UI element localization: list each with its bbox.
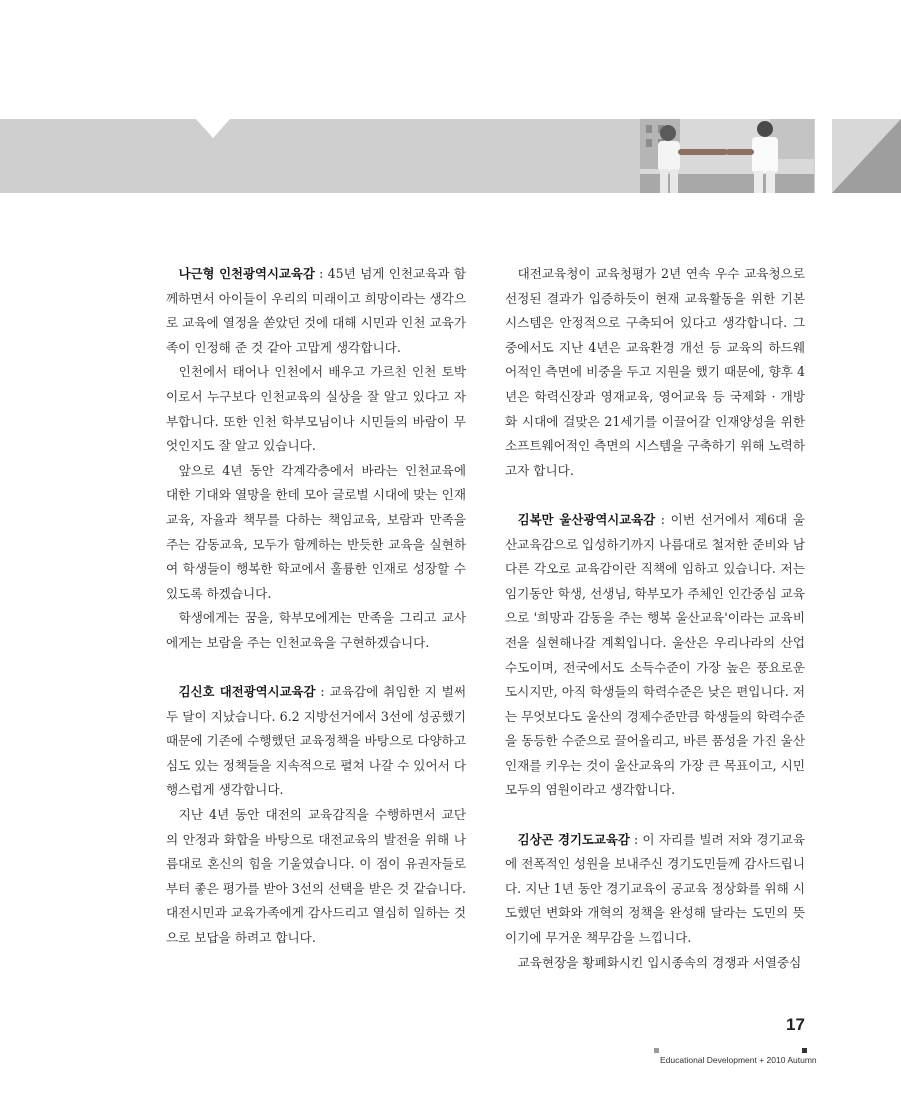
paragraph-text: 지난 4년 동안 대전의 교육감직을 수행하면서 교단의 안정과 화합을 바탕으로 대전교육의 발전을 위해 나름대로 혼신의 힘을 기울였습니다. 이 점이 유권자들로부터 좋은 평가를 받아 3선의 선택을 받은 것 같습니다. 대전시민과 교육가족에게 감사드리고 열심히 일하는 것으로 보답을 하려고 합니다. xyxy=(166,807,466,946)
speaker-name: 김신호 대전광역시교육감 xyxy=(178,684,316,700)
paragraph-text: 인천에서 태어나 인천에서 배우고 가르친 인천 토박이로서 누구보다 인천교육의 실상을 잘 알고 있다고 자부합니다. 또한 인천 학부모님이나 시민들의 바람이 무엇인지도 잘 알고 있습니다. xyxy=(166,364,466,454)
handshake-photo-image xyxy=(640,119,814,193)
paragraph-text: 교육현장을 황폐화시킨 입시종속의 경쟁과 서열중심 xyxy=(517,954,802,970)
paragraph xyxy=(166,360,466,458)
paragraph xyxy=(166,606,466,655)
paragraph xyxy=(505,508,805,803)
paragraph-text: : 45년 넘게 인천교육과 함께하면서 아이들이 우리의 미래이고 희망이라는 생각으로 교육에 열정을 쏟았던 것에 대해 시민과 인천 교육가족이 인정해 준 것 같아 고맙게 생각합니다. xyxy=(166,266,466,355)
footer-square-right xyxy=(802,1048,807,1053)
header-corner-triangle xyxy=(832,119,901,193)
paragraph-text: 앞으로 4년 동안 각계각층에서 바라는 인천교육에 대한 기대와 열망을 한데 모아 글로벌 시대에 맞는 인재교육, 자율과 책무를 다하는 책임교육, 보람과 만족을 주는 감동교육, 모두가 함께하는 반듯한 교육을 실현하여 학생들이 행복한 학교에서 훌륭한 인재로 성장할 수 있도록 하겠습니다. xyxy=(166,462,466,601)
page-number: 17 xyxy=(786,1015,805,1034)
footer-square-left xyxy=(654,1048,659,1053)
left-column xyxy=(166,262,466,951)
paragraph xyxy=(166,680,466,803)
paragraph xyxy=(166,803,466,951)
publication-footer: Educational Development + 2010 Autumn xyxy=(660,1055,817,1065)
paragraph-text: : 이 자리를 빌려 저와 경기교육에 전폭적인 성원을 보내주신 경기도민들께 감사드립니다. 지난 1년 동안 경기교육이 공교육 정상화를 위해 시도했던 변화와 개혁의 정책을 완성해 달라는 도민의 뜻이기에 무거운 책무감을 느낍니다. xyxy=(505,831,805,946)
paragraph-text: 학생에게는 꿈을, 학부모에게는 만족을 그리고 교사에게는 보람을 주는 인천교육을 구현하겠습니다. xyxy=(166,610,466,650)
speaker-name: 김복만 울산광역시교육감 xyxy=(517,511,656,527)
paragraph-text: : 교육감에 취임한 지 벌써 두 달이 지났습니다. 6.2 지방선거에서 3선에 성공했기 때문에 기존에 수행했던 교육정책을 바탕으로 다양하고 심도 있는 정책들을 지속적으로 펼쳐 나갈 수 있어서 다행스럽게 생각합니다. xyxy=(166,684,466,798)
speaker-name: 나근형 인천광역시교육감 xyxy=(178,266,315,281)
paragraph-text: : 이번 선거에서 제6대 울산교육감으로 입성하기까지 나름대로 철저한 준비와 남다른 각오로 교육감이란 직책에 임하고 있습니다. 저는 임기동안 학생, 선생님, 학부모가 주체인 인간중심 교육으로 '희망과 감동을 주는 행복 울산교육'이라는 교육비전을 실현해나갈 계획입니다. 울산은 우리나라의 산업수도이며, 전국에서도 소득수준이 가장 높은 풍요로운 도시지만, 아직 학생들의 학력수준은 낮은 편입니다. 저는 무엇보다도 울산의 경제수준만큼 학생들의 학력수준을 동등한 수준으로 끌어올리고, 바른 품성을 가진 울산인재를 키우는 것이 울산교육의 가장 큰 목표이고, 시민 모두의 염원이라고 생각합니다. xyxy=(505,511,805,798)
paragraph xyxy=(505,262,805,483)
paragraph-text: 대전교육청이 교육청평가 2년 연속 우수 교육청으로 선정된 결과가 입증하듯이 현재 교육활동을 위한 기본 시스템은 안정적으로 구축되어 있다고 생각합니다. 그 중에서도 지난 4년은 교육환경 개선 등 교육의 하드웨어적인 측면에 비중을 두고 지원을 했기 때문에, 향후 4년은 학력신장과 영재교육, 영어교육 등 국제화 · 개방화 시대에 걸맞은 21세기를 이끌어갈 인재양성을 위한 소프트웨어적인 측면의 시스템을 구축하기 위해 노력하고자 합니다. xyxy=(505,266,805,478)
paragraph xyxy=(505,828,805,951)
paragraph xyxy=(166,262,466,360)
right-column xyxy=(505,262,805,975)
paragraph xyxy=(166,459,466,607)
header-notch xyxy=(196,119,230,138)
paragraph xyxy=(505,951,805,976)
header-photo xyxy=(640,119,814,193)
speaker-name: 김상곤 경기도교육감 xyxy=(517,831,630,847)
